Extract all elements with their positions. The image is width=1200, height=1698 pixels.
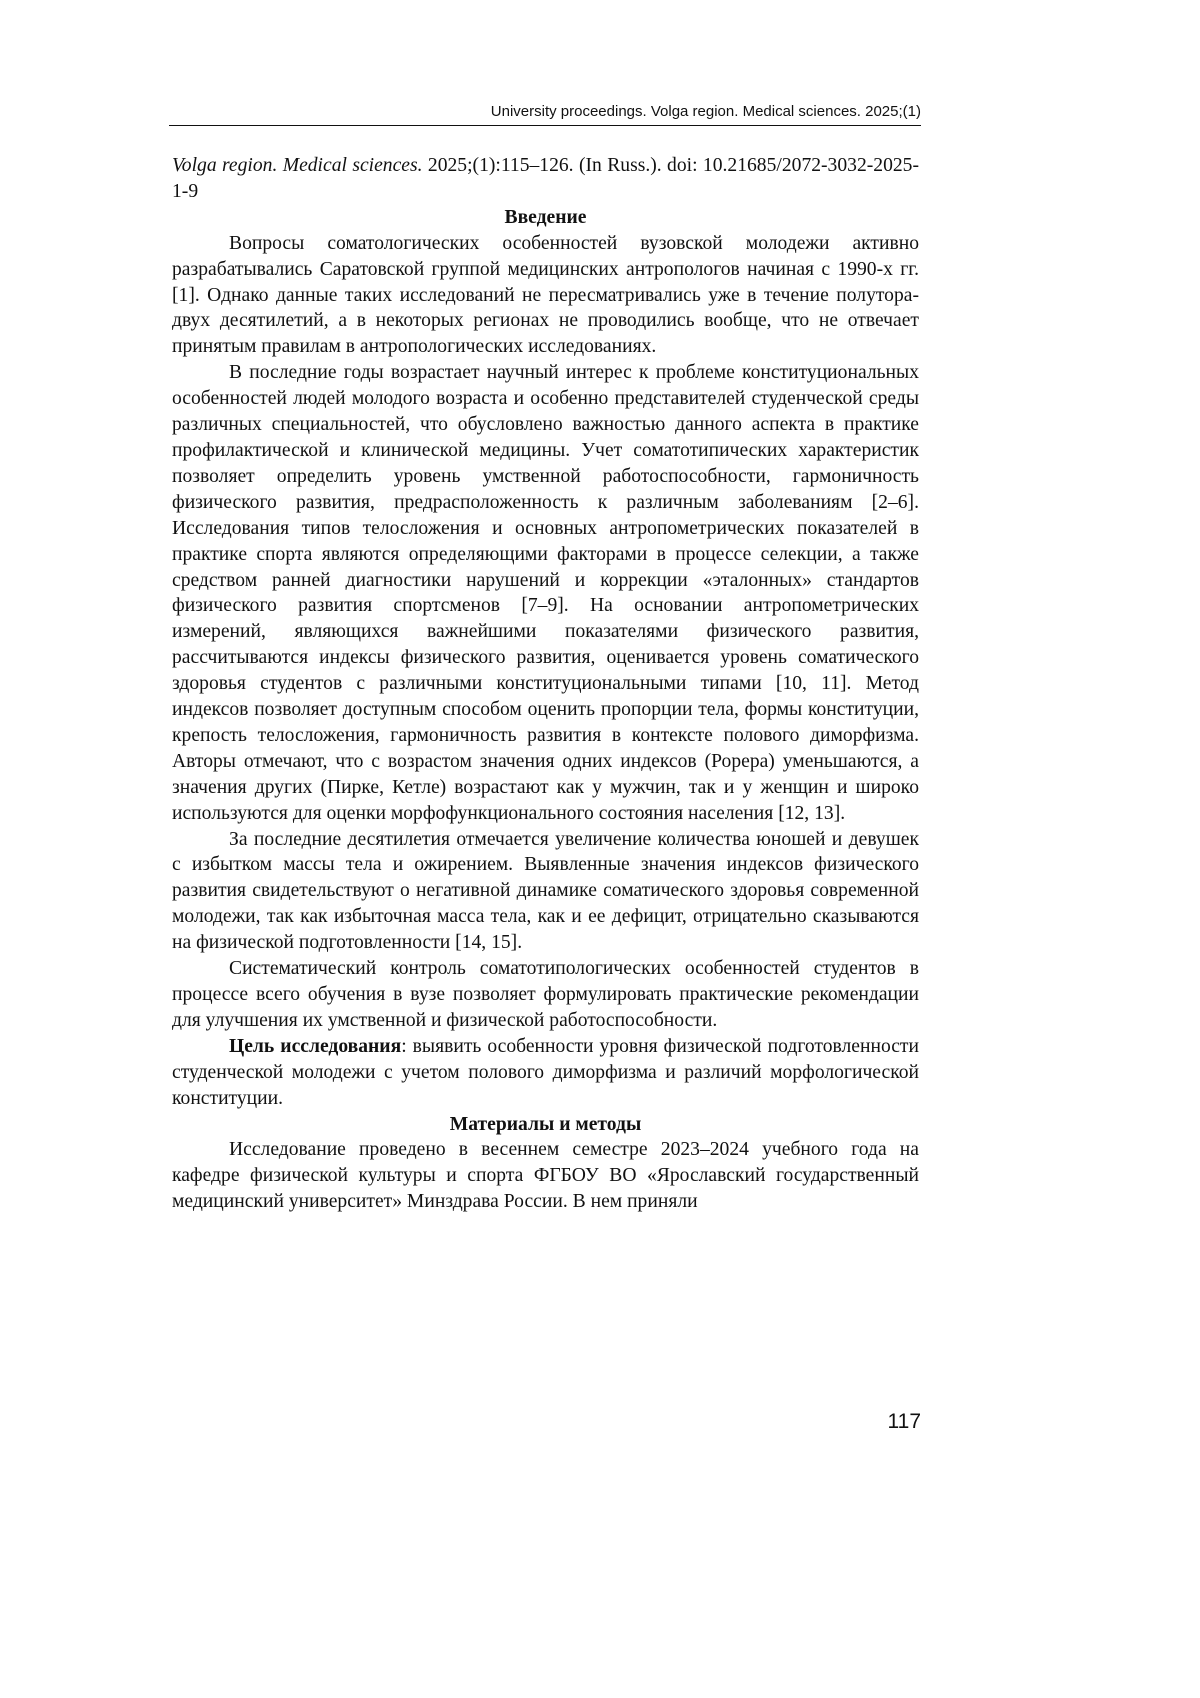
header-rule [169,125,921,126]
paragraph-2: В последние годы возрастает научный интерес к проблеме конституциональных особенностей людей молодого возраста и особенно представителей студенческой среды различных специальностей, что обусловлено важностью данного аспекта в практике профилактической и клинической медицины. Учет соматотипических характеристик позволяет определить уровень умственной работоспособности, гармоничность физического развития, предрасположенность к различным заболеваниям [2–6]. Исследования типов телосложения и основных антропометрических показателей в практике спорта являются определяющими факторами в процессе селекции, а также средством ранней диагностики нарушений и коррекции «эталонных» стандартов физического развития спортсменов [7–9]. На основании антропометрических измерений, являющихся важнейшими показателями физического развития, рассчитываются индексы физического развития, оценивается уровень соматического здоровья студентов с различными конституциональными типами [10, 11]. Метод индексов позволяет доступным способом оценить пропорции тела, формы конституции, крепость телосложения, гармоничность развития в контексте полового диморфизма. Авторы отмечают, что с возрастом значения одних индексов (Рорера) уменьшаются, а значения других (Пирке, Кетле) возрастают как у мужчин, так и у женщин и широко используются для оценки морфофункционального состояния населения [12, 13]. [172,362,919,824]
paragraph-1: Вопросы соматологических особенностей вузовской молодежи активно разрабатывались Саратовской группой медицинских антропологов начиная с 1990-х гг. [1]. Однако данные таких исследований не пересматривались уже в течение полутора-двух десятилетий, а в некоторых регионах не проводились вообще, что не отвечает принятым правилам в антропологических исследованиях. [172,232,919,358]
section-heading-introduction: Введение [504,206,587,228]
citation-line [172,153,919,205]
paragraph-methods: Исследование проведено в весеннем семестре 2023–2024 учебного года на кафедре физической культуры и спорта ФГБОУ ВО «Ярославский государственный медицинский университет» Минздрава России. В нем приняли [172,1139,919,1213]
paragraph-aim [172,1034,919,1112]
aim-label: Цель исследования [229,1035,402,1057]
running-header: University proceedings. Volga region. Medical sciences. 2025;(1) [490,103,921,120]
citation-journal: Volga region. Medical sciences. [172,155,423,176]
section-heading-methods: Материалы и методы [449,1113,642,1135]
paragraph-4: Систематический контроль соматотипологических особенностей студентов в процессе всего обучения в вузе позволяет формулировать практические рекомендации для улучшения их умственной и физической работоспособности. [172,958,919,1031]
aim-text: : выявить особенности уровня физической подготовленности студенческой молодежи с учетом полового диморфизма и различий морфологической конституции. [172,1035,919,1109]
page-number: 117 [887,1410,921,1433]
paragraph-3: За последние десятилетия отмечается увеличение количества юношей и девушек с избытком массы тела и ожирением. Выявленные значения индексов физического развития свидетельствуют о негативной динамике соматического здоровья современной молодежи, так как избыточная масса тела, как и ее дефицит, отрицательно сказываются на физической подготовленности [14, 15]. [172,828,919,954]
citation-details: 2025;(1):115–126. (In Russ.). doi: 10.21685/2072-3032-2025-1-9 [172,155,919,202]
article-body [172,153,919,1215]
